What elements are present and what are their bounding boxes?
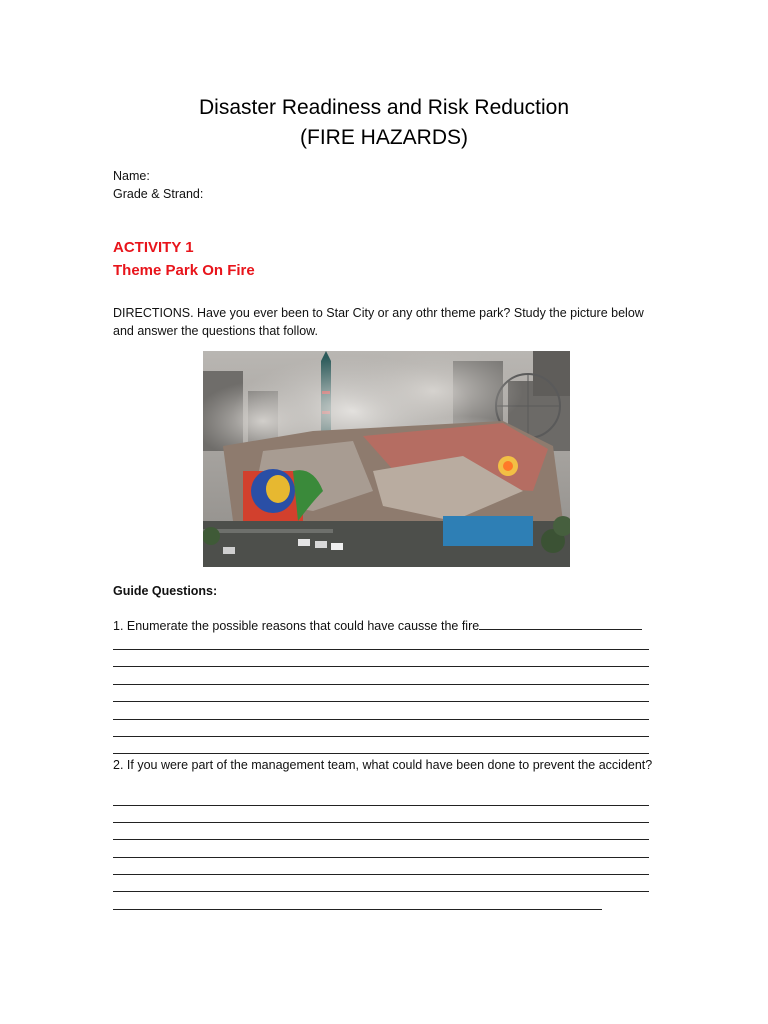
answer-line[interactable] [113, 822, 649, 823]
theme-park-fire-photo [203, 351, 570, 567]
answer-line-last[interactable] [113, 909, 602, 910]
page-subtitle: (FIRE HAZARDS) [300, 126, 468, 149]
question-2 [113, 756, 658, 774]
answer-line[interactable] [113, 736, 649, 737]
answer-line[interactable] [113, 857, 649, 858]
answer-line[interactable] [113, 719, 649, 720]
answer-line[interactable] [113, 684, 649, 685]
question-1-text: 1. Enumerate the possible reasons that could have causse the fire [113, 619, 480, 633]
page-title: Disaster Readiness and Risk Reduction [198, 96, 569, 119]
question-2-text: 2. If you were part of the management team, what could have been done to prevent the accident? [113, 758, 653, 772]
answer-line[interactable] [113, 701, 649, 702]
answer-line[interactable] [113, 753, 649, 754]
grade-strand-field-label: Grade & Strand: [113, 187, 204, 201]
activity-label: ACTIVITY 1 [113, 239, 194, 256]
question-1-answer-blank[interactable] [479, 618, 642, 630]
answer-line[interactable] [113, 874, 649, 875]
activity-subtitle: Theme Park On Fire [113, 262, 255, 279]
name-field-label: Name: [113, 169, 150, 183]
question-1 [113, 617, 658, 635]
guide-questions-heading: Guide Questions: [113, 584, 218, 598]
answer-line[interactable] [113, 839, 649, 840]
answer-line[interactable] [113, 649, 649, 650]
directions-text: DIRECTIONS. Have you ever been to Star City or any othr theme park? Study the picture below and answer the questions that follow. [113, 306, 644, 338]
answer-line[interactable] [113, 666, 649, 667]
answer-line[interactable] [113, 805, 649, 806]
answer-line[interactable] [113, 891, 649, 892]
